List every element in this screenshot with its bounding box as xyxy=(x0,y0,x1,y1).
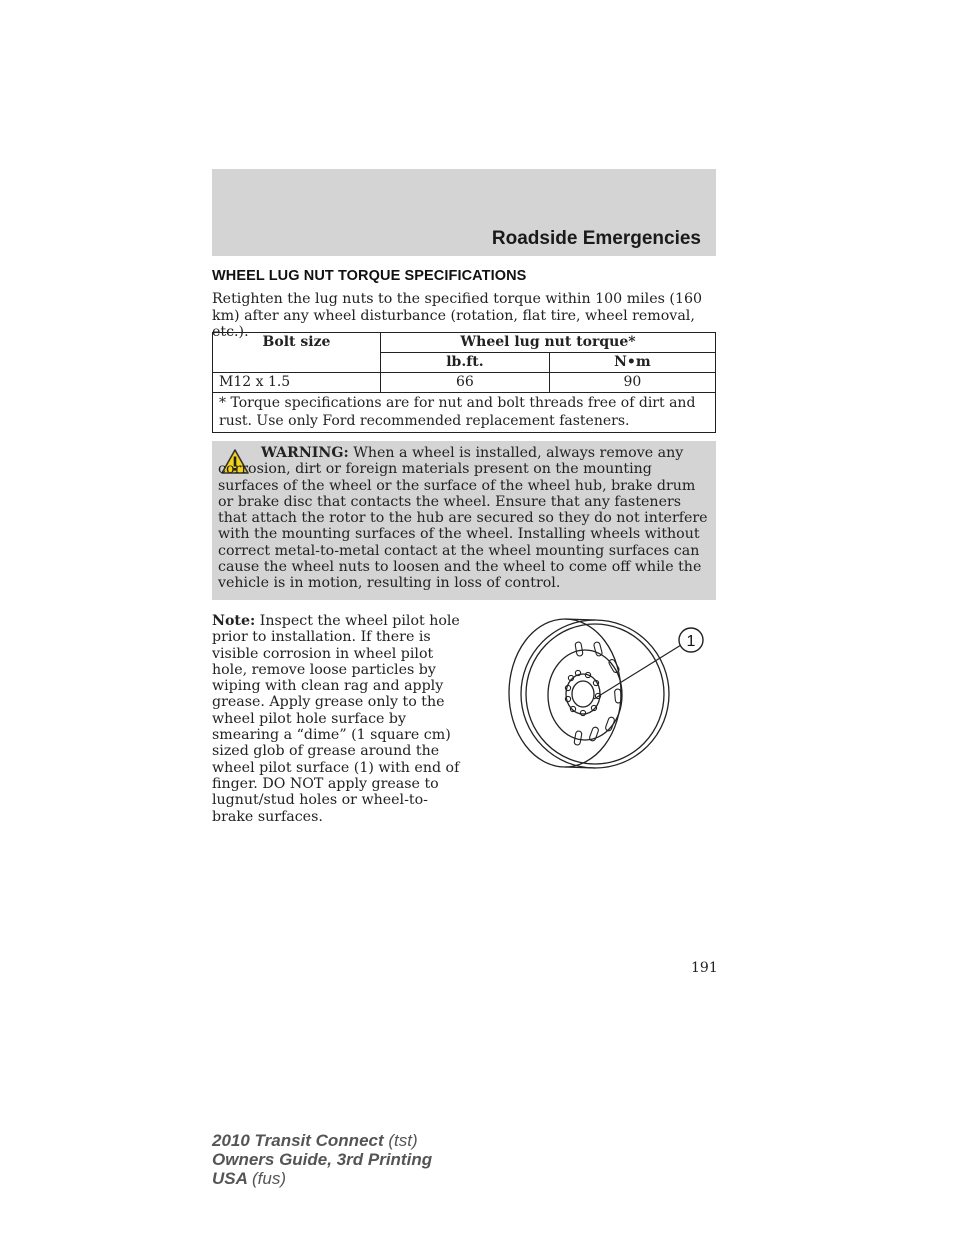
table-header-row xyxy=(213,333,716,353)
wheel-illustration xyxy=(505,617,710,772)
header-bolt-size: Bolt size xyxy=(213,333,381,373)
page-number: 191 xyxy=(691,960,718,976)
warning-body: When a wheel is installed, always remove any corrosion, dirt or foreign materials present on the mounting surfaces of the wheel or the surface of the wheel hub, brake drum or brake disc that contacts the wheel. Ensure that any fasteners that attach the rotor to the hub are secured so they do not interfere with the mounting surfaces of the wheel. Installing wheels without correct metal-to-metal contact at the wheel mounting surfaces can cause the wheel nuts to loosen and the wheel to come off while the vehicle is in motion, resulting in loss of control. xyxy=(218,445,708,592)
note-label: Note: xyxy=(212,613,256,629)
footer-imprint xyxy=(212,1131,432,1188)
footer-line-3 xyxy=(212,1169,432,1188)
warning-label: WARNING: xyxy=(261,445,349,461)
callout-number: 1 xyxy=(686,633,696,650)
footer-market: USA xyxy=(212,1169,248,1188)
section-heading: WHEEL LUG NUT TORQUE SPECIFICATIONS xyxy=(212,268,527,284)
warning-text xyxy=(218,445,708,592)
cell-bolt: M12 x 1.5 xyxy=(213,373,381,393)
footer-model-code: (tst) xyxy=(388,1131,418,1150)
note-body: Inspect the wheel pilot hole prior to installation. If there is visible corrosion in wheel pilot hole, remove loose particles by wiping with clean rag and apply grease. Apply grease only to the wheel pilot hole surface by smearing a “dime” (1 square cm) sized glob of grease around the wheel pilot surface (1) with end of finger. DO NOT apply grease to lugnut/stud holes or wheel-to-brake surfaces. xyxy=(212,613,460,825)
footer-line-2: Owners Guide, 3rd Printing xyxy=(212,1150,433,1169)
header-wheel-torque: Wheel lug nut torque* xyxy=(381,333,716,353)
header-unit-nm: N•m xyxy=(549,353,715,373)
table-footnote: * Torque specifications are for nut and bolt threads free of dirt and rust. Use only Ford recommended replacement fasteners. xyxy=(213,393,716,433)
intro-paragraph: Retighten the lug nuts to the specified torque within 100 miles (160 km) after any wheel disturbance (rotation, flat tire, wheel removal, etc.). xyxy=(212,291,703,340)
cell-nm: 90 xyxy=(549,373,715,393)
cell-lbft: 66 xyxy=(381,373,550,393)
header-unit-lbft: lb.ft. xyxy=(381,353,550,373)
footer-market-code: (fus) xyxy=(252,1169,286,1188)
section-header-title: Roadside Emergencies xyxy=(491,228,701,249)
torque-spec-table xyxy=(212,332,716,433)
footer-line-1 xyxy=(212,1131,432,1150)
warning-box xyxy=(212,441,716,600)
callout-1 xyxy=(679,628,703,652)
note-paragraph xyxy=(212,613,467,825)
table-row xyxy=(213,373,716,393)
table-footnote-row xyxy=(213,393,716,433)
footer-model: 2010 Transit Connect xyxy=(212,1131,384,1150)
section-header-band xyxy=(212,169,716,256)
